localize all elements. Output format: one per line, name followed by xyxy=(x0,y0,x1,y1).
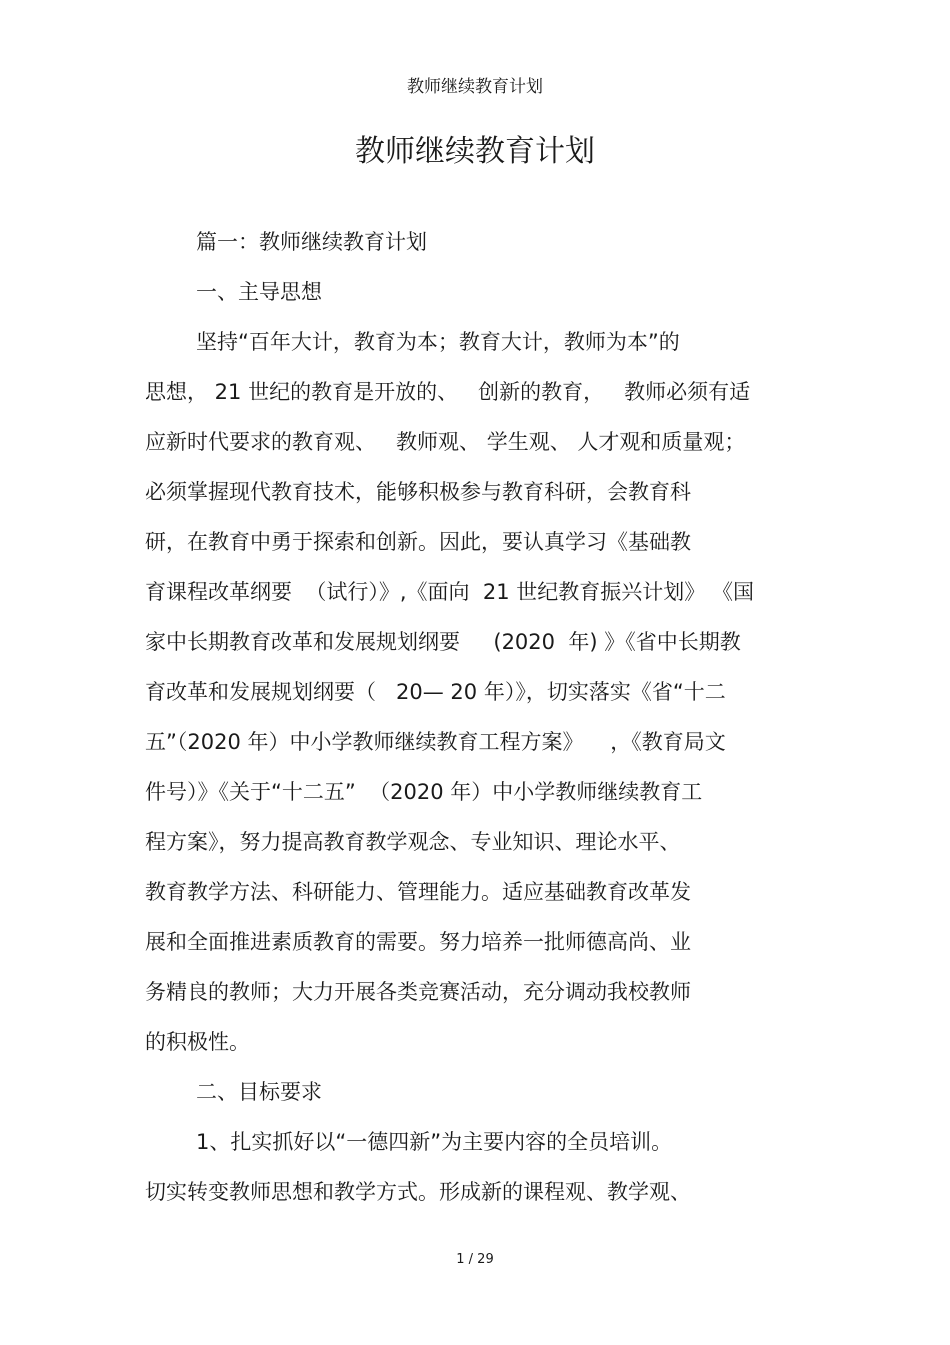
paragraph-line: 的积极性。 xyxy=(145,1030,250,1054)
section-heading: 篇一：教师继续教育计划 xyxy=(196,230,427,254)
paragraph-line: 育课程改革纲要 （试行）》,《面向 21 世纪教育振兴计划》 《国 xyxy=(145,580,754,604)
page-header: 教师继续教育计划 xyxy=(407,77,543,97)
paragraph-line: 1、扎实抓好以“一德四新”为主要内容的全员培训。 xyxy=(196,1130,673,1154)
paragraph-line: 程方案》，努力提高教育教学观念、专业知识、理论水平、 xyxy=(145,830,681,854)
paragraph-line: 件号）》《关于“十二五” （2020 年）中小学教师继续教育工 xyxy=(145,780,703,804)
paragraph-line: 必须掌握现代教育技术，能够积极参与教育科研，会教育科 xyxy=(145,480,691,504)
paragraph-line: 务精良的教师；大力开展各类竞赛活动，充分调动我校教师 xyxy=(145,980,691,1004)
paragraph-line: 育改革和发展规划纲要（ 20— 20 年）》，切实落实《省“十二 xyxy=(145,680,726,704)
page-number: 1 / 29 xyxy=(456,1252,494,1267)
section-heading: 二、目标要求 xyxy=(196,1080,322,1104)
paragraph-line: 应新时代要求的教育观、 教师观、 学生观、 人才观和质量观； xyxy=(145,430,746,454)
paragraph-line: 展和全面推进素质教育的需要。努力培养一批师德高尚、业 xyxy=(145,930,691,954)
paragraph-line: 教育教学方法、科研能力、管理能力。适应基础教育改革发 xyxy=(145,880,691,904)
paragraph-line: 研，在教育中勇于探索和创新。因此，要认真学习《基础教 xyxy=(145,530,691,554)
paragraph-line: 坚持“百年大计，教育为本；教育大计，教师为本”的 xyxy=(196,330,680,354)
section-heading: 一、主导思想 xyxy=(196,280,322,304)
paragraph-line: 切实转变教师思想和教学方式。形成新的课程观、教学观、 xyxy=(145,1180,691,1204)
paragraph-line: 五”（2020 年）中小学教师继续教育工程方案》 ，《教育局文 xyxy=(145,730,726,754)
paragraph-line: 思想， 21 世纪的教育是开放的、 创新的教育， 教师必须有适 xyxy=(145,380,751,404)
document-title: 教师继续教育计划 xyxy=(355,134,595,169)
paragraph-line: 家中长期教育改革和发展规划纲要 (2020 年) 》《省中长期教 xyxy=(145,630,741,654)
